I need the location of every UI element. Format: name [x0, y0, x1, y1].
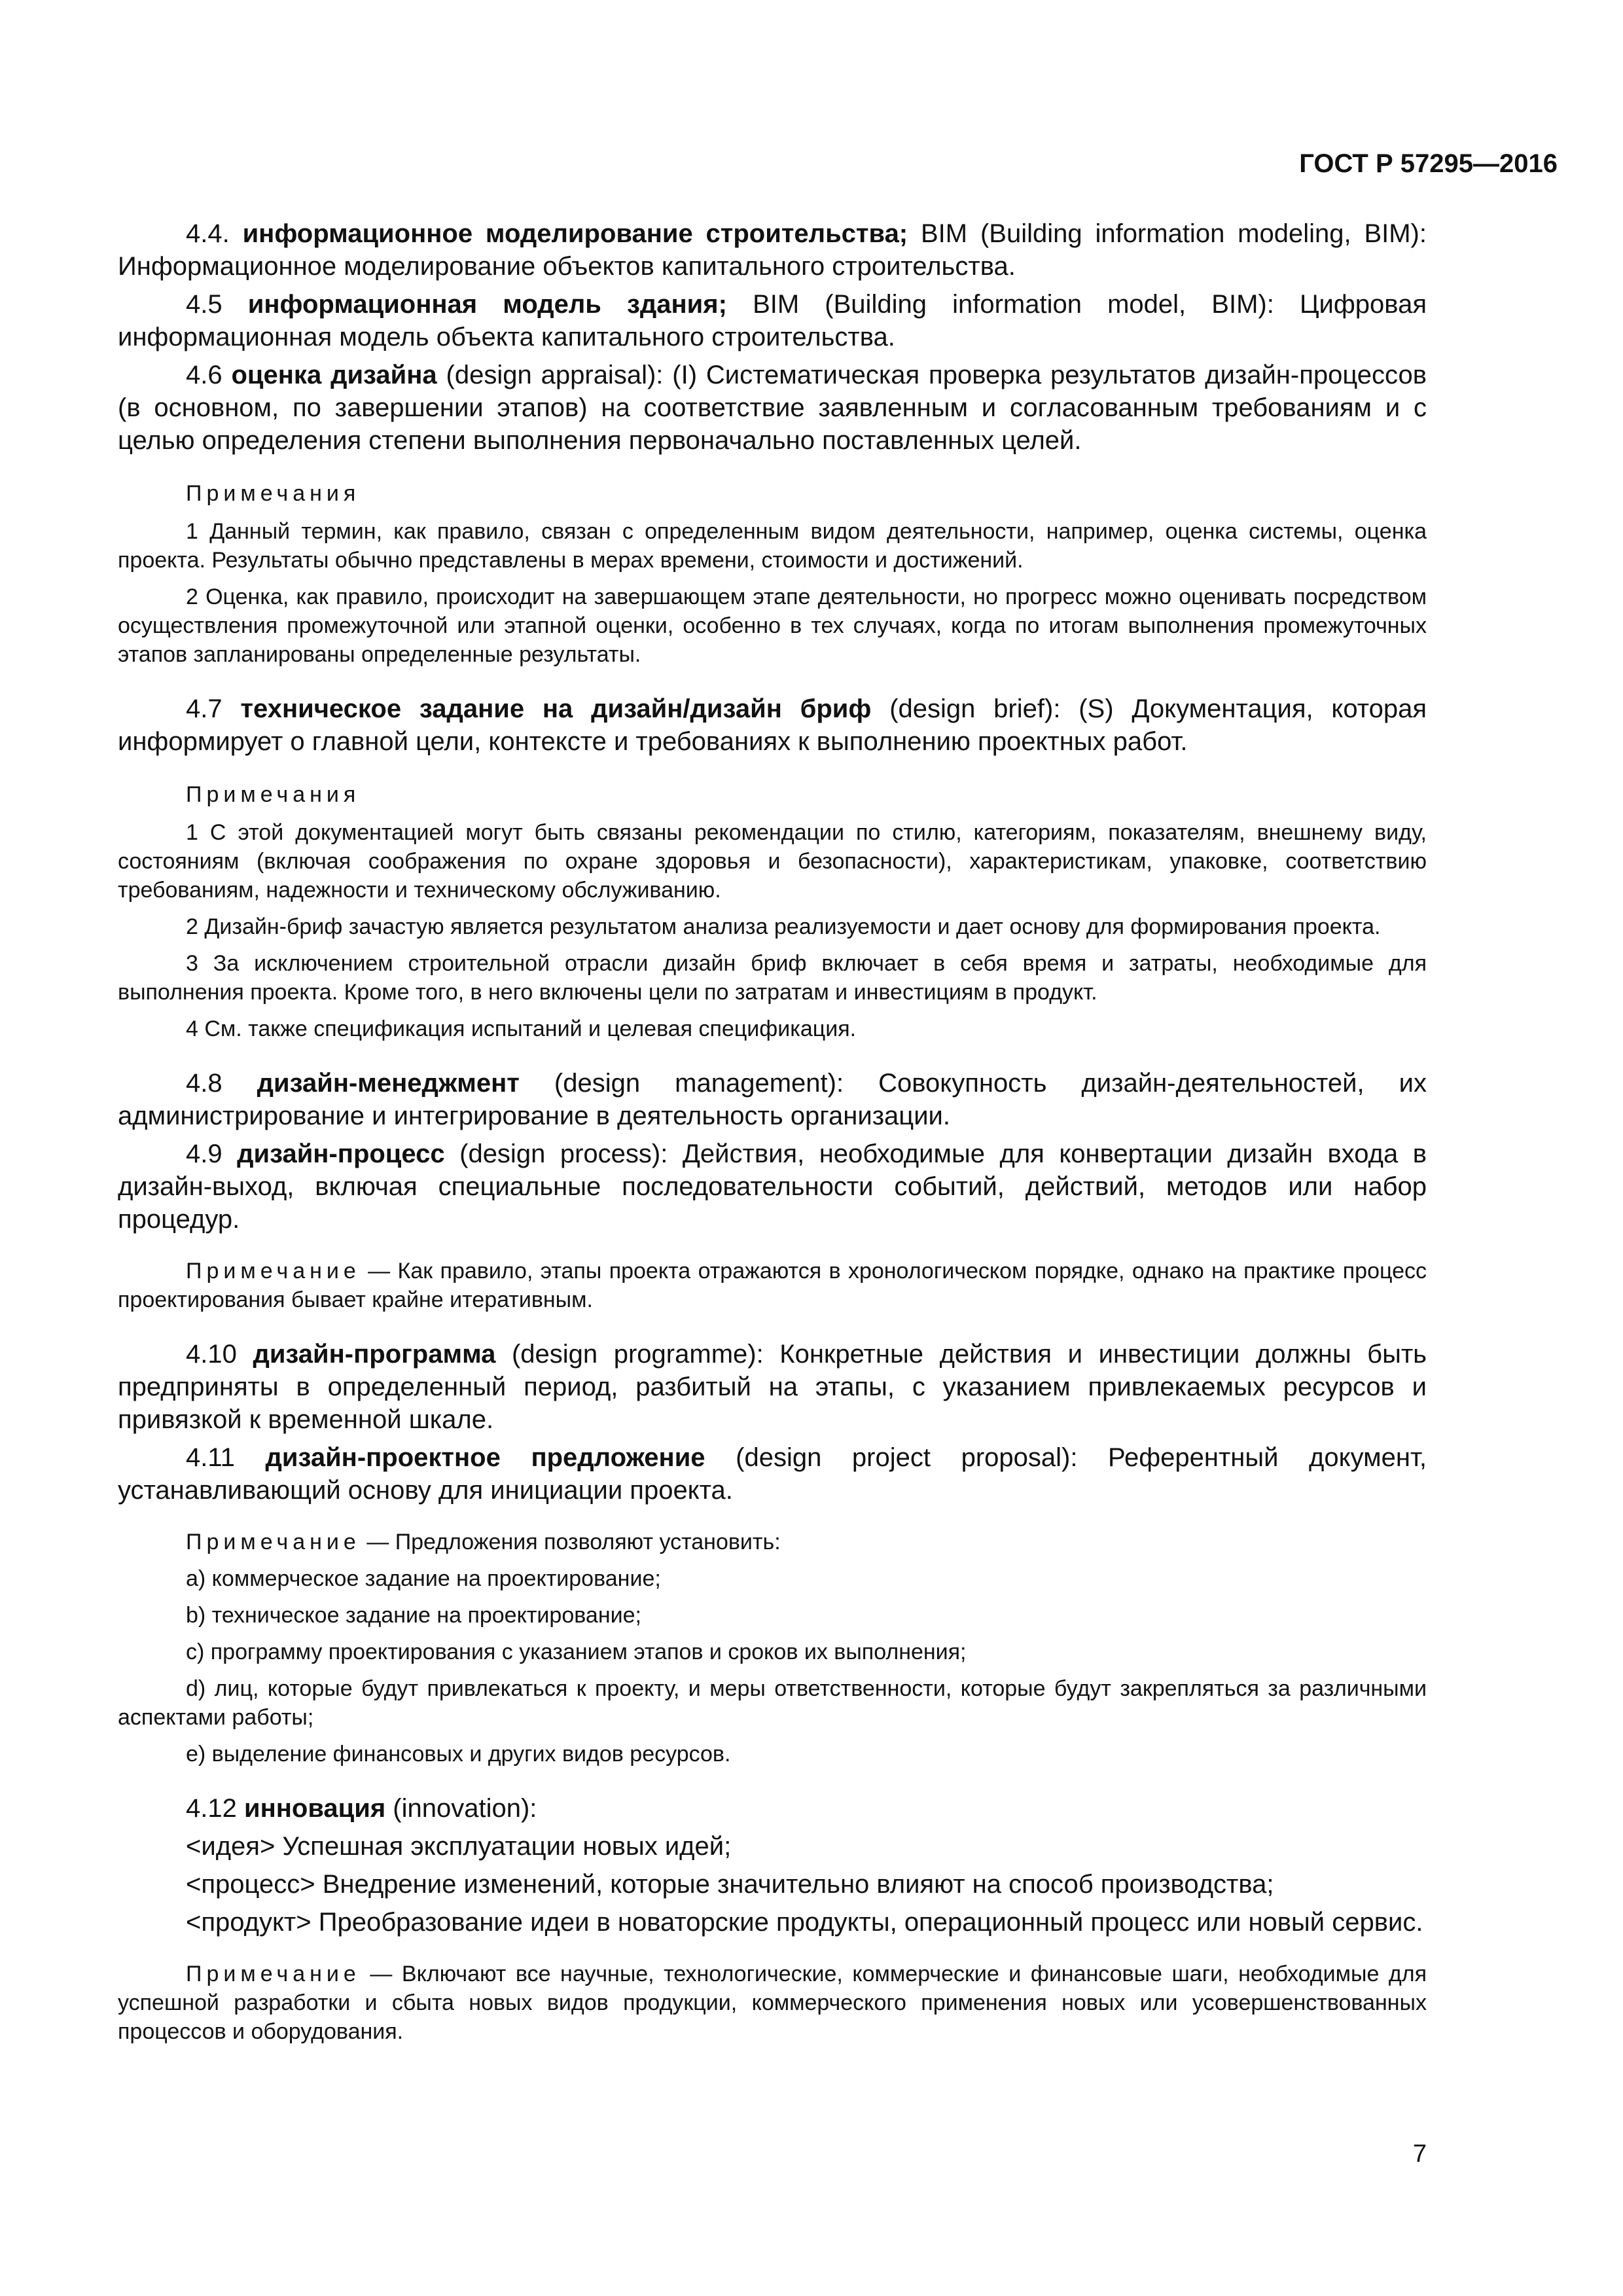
term-definition: BIM (Building information modeling, BIM): Информационное моделирование объектов капитального строительства. — [118, 219, 1427, 281]
note-label: Примечание — [186, 1962, 361, 1986]
note-item: 2 Дизайн-бриф зачастую является результатом анализа реализуемости и дает основу для формирования проекта. — [186, 914, 1381, 939]
definition-line: <процесс> Внедрение изменений, которые значительно влияют на способ производства; — [186, 1870, 1274, 1899]
note-inline — [118, 1257, 1427, 1314]
term-definition: (design brief): (S) Документация, которая информирует о главной цели, контексте и требованиях к выполнению проектных работ. — [118, 694, 1427, 756]
term-4-5 — [118, 288, 1427, 353]
term-number: 4.12 — [186, 1794, 237, 1823]
term-4-12 — [118, 1792, 1427, 1825]
note-item: 1 С этой документацией могут быть связаны рекомендации по стилю, категориям, показателям, внешнему виду, состояниям (включая соображения по охране здоровья и безопасности), характеристикам, упаковке, соответствию требованиям, надежности и техническому обслуживанию. — [118, 820, 1427, 903]
term-number: 4.8 — [186, 1069, 223, 1098]
note-label: Примечание — [186, 1259, 361, 1283]
note-text: — Предложения позволяют установить: — [360, 1530, 781, 1554]
term-definition: (design management): Совокупность дизайн-деятельностей, их администрирование и интегрирование в деятельность организации. — [118, 1069, 1427, 1130]
note-list-item: a) коммерческое задание на проектирование; — [186, 1566, 661, 1591]
term-definition: BIM (Building information model, BIM): Цифровая информационная модель объекта капитального строительства. — [118, 290, 1427, 351]
note-item: 1 Данный термин, как правило, связан с определенным видом деятельности, например, оценка системы, оценка проекта. Результаты обычно представлены в мерах времени, стоимости и достижений. — [118, 519, 1427, 573]
term-definition: (design project proposal): Референтный документ, устанавливающий основу для инициации проекта. — [118, 1443, 1427, 1505]
note-inline — [118, 1960, 1427, 2046]
note-list-item: c) программу проектирования с указанием этапов и сроков их выполнения; — [186, 1640, 967, 1664]
note-item: 4 См. также спецификация испытаний и целевая спецификация. — [186, 1016, 857, 1041]
definition-line: <продукт> Преобразование идеи в новаторские продукты, операционный процесс или новый сервис. — [186, 1908, 1423, 1937]
note-item: 3 За исключением строительной отрасли дизайн бриф включает в себя время и затраты, необходимые для выполнения проекта. Кроме того, в него включены цели по затратам и инвестициям в продукт. — [118, 951, 1427, 1005]
definition-line: <идея> Успешная эксплуатации новых идей; — [186, 1832, 732, 1861]
term-title: дизайн-менеджмент — [257, 1069, 520, 1098]
term-4-7 — [118, 692, 1427, 758]
term-title: оценка дизайна — [231, 361, 437, 389]
note-text: — Включают все научные, технологические, коммерческие и финансовые шаги, необходимые для успешной разработки и сбыта новых видов продукции, коммерческого применения новых или усовершенствованных процессов и оборудования. — [118, 1962, 1427, 2044]
note-inline — [118, 1528, 1427, 1556]
term-definition: (design process): Действия, необходимые для конвертации дизайн входа в дизайн-выход, включая специальные последовательности событий, действий, методов или набор процедур. — [118, 1139, 1427, 1234]
term-4-4 — [118, 217, 1427, 283]
term-title: дизайн-проектное предложение — [265, 1443, 705, 1472]
document-body — [118, 217, 1427, 2054]
term-title: дизайн-программа — [253, 1340, 496, 1369]
term-number: 4.10 — [186, 1340, 237, 1369]
note-label: Примечание — [186, 1530, 361, 1554]
term-number: 4.4. — [186, 219, 230, 248]
term-number: 4.9 — [186, 1139, 223, 1168]
document-header: ГОСТ Р 57295—2016 — [1299, 149, 1558, 178]
notes-heading: Примечания — [186, 481, 361, 506]
note-list-item: b) техническое задание на проектирование; — [186, 1603, 641, 1628]
term-number: 4.6 — [186, 361, 223, 389]
term-definition: (design appraisal): (I) Систематическая проверка результатов дизайн-процессов (в основном, по завершении этапов) на соответствие заявленным и согласованным требованиям и с целью определения степени выполнения первоначально поставленных целей. — [118, 361, 1427, 455]
term-title: информационная модель здания; — [247, 290, 727, 319]
term-title: техническое задание на дизайн/дизайн бриф — [240, 694, 872, 723]
note-list-item: e) выделение финансовых и других видов ресурсов. — [186, 1742, 731, 1767]
term-4-10 — [118, 1338, 1427, 1436]
page-number: 7 — [1412, 2140, 1427, 2168]
term-title: дизайн-процесс — [237, 1139, 445, 1168]
term-4-9 — [118, 1138, 1427, 1236]
term-number: 4.5 — [186, 290, 223, 319]
note-item: 2 Оценка, как правило, происходит на завершающем этапе деятельности, но прогресс можно оценивать посредством осуществления промежуточной или этапной оценки, особенно в тех случаях, когда по итогам выполнения промежуточных этапов запланированы определенные результаты. — [118, 584, 1427, 667]
term-definition: (design programme): Конкретные действия и инвестиции должны быть предприняты в определенный период, разбитый на этапы, с указанием привлекаемых ресурсов и привязкой к временной шкале. — [118, 1340, 1427, 1434]
term-4-11 — [118, 1441, 1427, 1507]
term-4-8 — [118, 1067, 1427, 1132]
notes-heading: Примечания — [186, 782, 361, 807]
term-title: информационное моделирование строительства; — [242, 219, 908, 248]
term-definition: (innovation): — [385, 1794, 537, 1823]
note-text: — Как правило, этапы проекта отражаются в хронологическом порядке, однако на практике процесс проектирования бывает крайне итеративным. — [118, 1259, 1427, 1312]
term-number: 4.7 — [186, 694, 223, 723]
term-number: 4.11 — [186, 1443, 235, 1472]
term-title: инновация — [243, 1794, 386, 1823]
note-list-item: d) лиц, которые будут привлекаться к проекту, и меры ответственности, которые будут закрепляться за различными аспектами работы; — [118, 1676, 1427, 1730]
term-4-6 — [118, 359, 1427, 457]
